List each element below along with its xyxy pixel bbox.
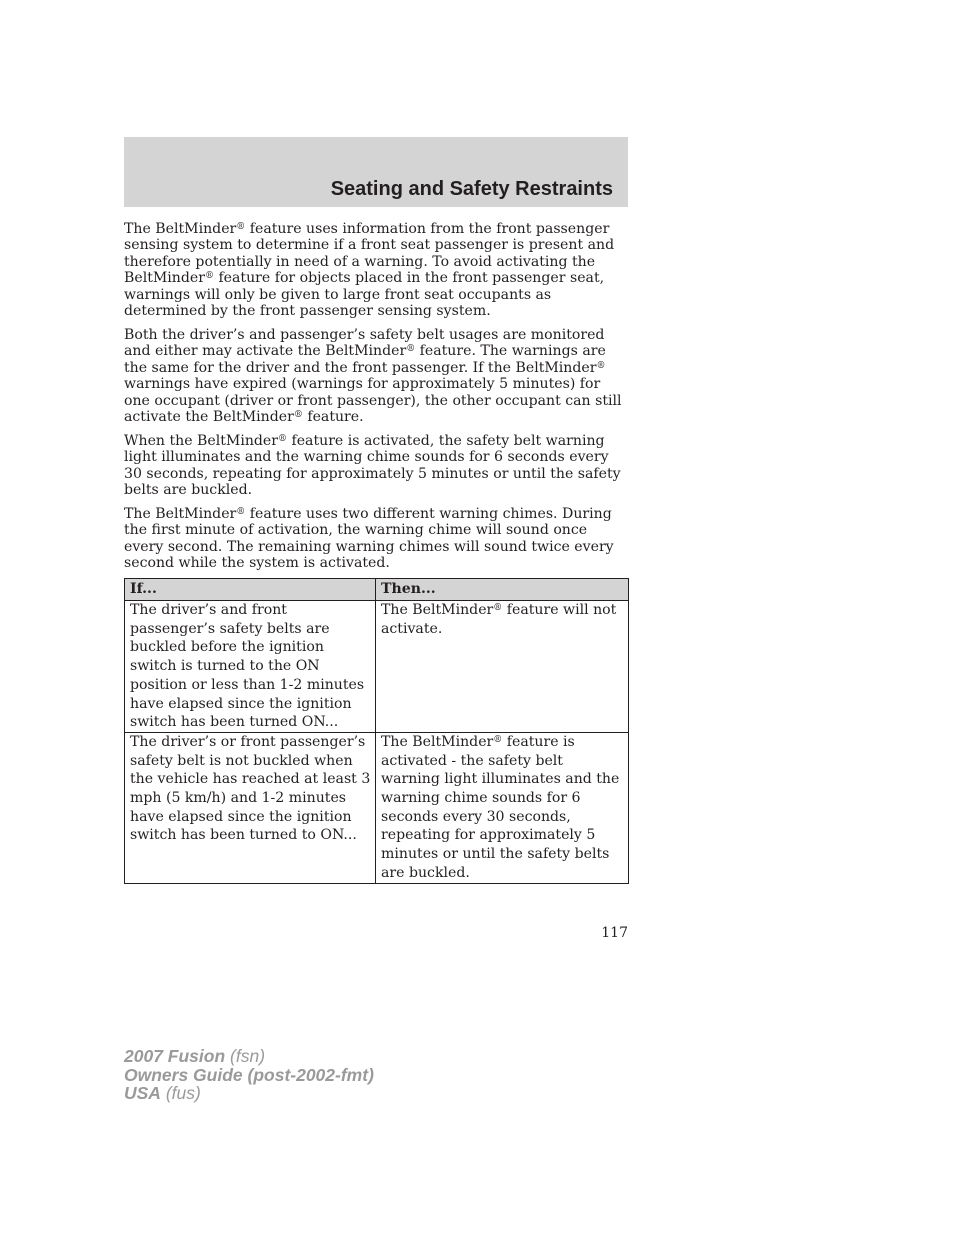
body-text	[124, 221, 630, 579]
footer-line: 2007 Fusion (fsn)	[124, 1046, 266, 1066]
table-row	[125, 601, 629, 733]
table-row	[125, 732, 629, 883]
footer-line: USA (fus)	[124, 1083, 201, 1103]
column-header-if: If...	[125, 579, 376, 601]
table-header-row	[125, 579, 629, 601]
footer-line: Owners Guide (post-2002-fmt)	[124, 1064, 374, 1085]
footer-doc-info	[124, 1047, 374, 1103]
paragraph: When the BeltMinder® feature is activated, the safety belt warning light illuminates and the warning chime sounds for 6 seconds every 30 seconds, repeating for approximately 5 minutes or until the safety belts are buckled.	[124, 432, 621, 499]
if-then-table	[124, 578, 629, 884]
paragraph: The BeltMinder® feature uses information from the front passenger sensing system to determine if a front seat passenger is present and therefore potentially in need of a warning. To avoid activating the BeltMinder® feature for objects placed in the front passenger seat, warnings will only be given to large front seat occupants as determined by the front passenger sensing system.	[124, 221, 615, 320]
section-header-band	[124, 137, 628, 207]
page-number: 117	[601, 925, 628, 941]
paragraph: The BeltMinder® feature uses two different warning chimes. During the first minute of activation, the warning chime will sound once every second. The remaining warning chimes will sound twice every second while the system is activated.	[124, 506, 614, 572]
column-header-then: Then...	[376, 579, 629, 601]
table-cell-if: The driver’s and front passenger’s safety belts are buckled before the ignition switch is turned to the ON position or less than 1-2 minutes have elapsed since the ignition switch has been turned ON...	[125, 601, 376, 733]
table-cell-then: The BeltMinder® feature will not activate.	[376, 601, 629, 733]
table-cell-if: The driver’s or front passenger’s safety belt is not buckled when the vehicle has reached at least 3 mph (5 km/h) and 1-2 minutes have elapsed since the ignition switch has been turned to ON...	[125, 732, 376, 883]
paragraph: Both the driver’s and passenger’s safety belt usages are monitored and either may activate the BeltMinder® feature. The warnings are the same for the driver and the front passenger. If the BeltMinder® warnings have expired (warnings for approximately 5 minutes) for one occupant (driver or front passenger), the other occupant can still activate the BeltMinder® feature.	[124, 326, 622, 425]
table-cell-then: The BeltMinder® feature is activated - the safety belt warning light illuminates and the warning chime sounds for 6 seconds every 30 seconds, repeating for approximately 5 minutes or until the safety belts are buckled.	[376, 732, 629, 883]
section-title: Seating and Safety Restraints	[330, 178, 613, 200]
